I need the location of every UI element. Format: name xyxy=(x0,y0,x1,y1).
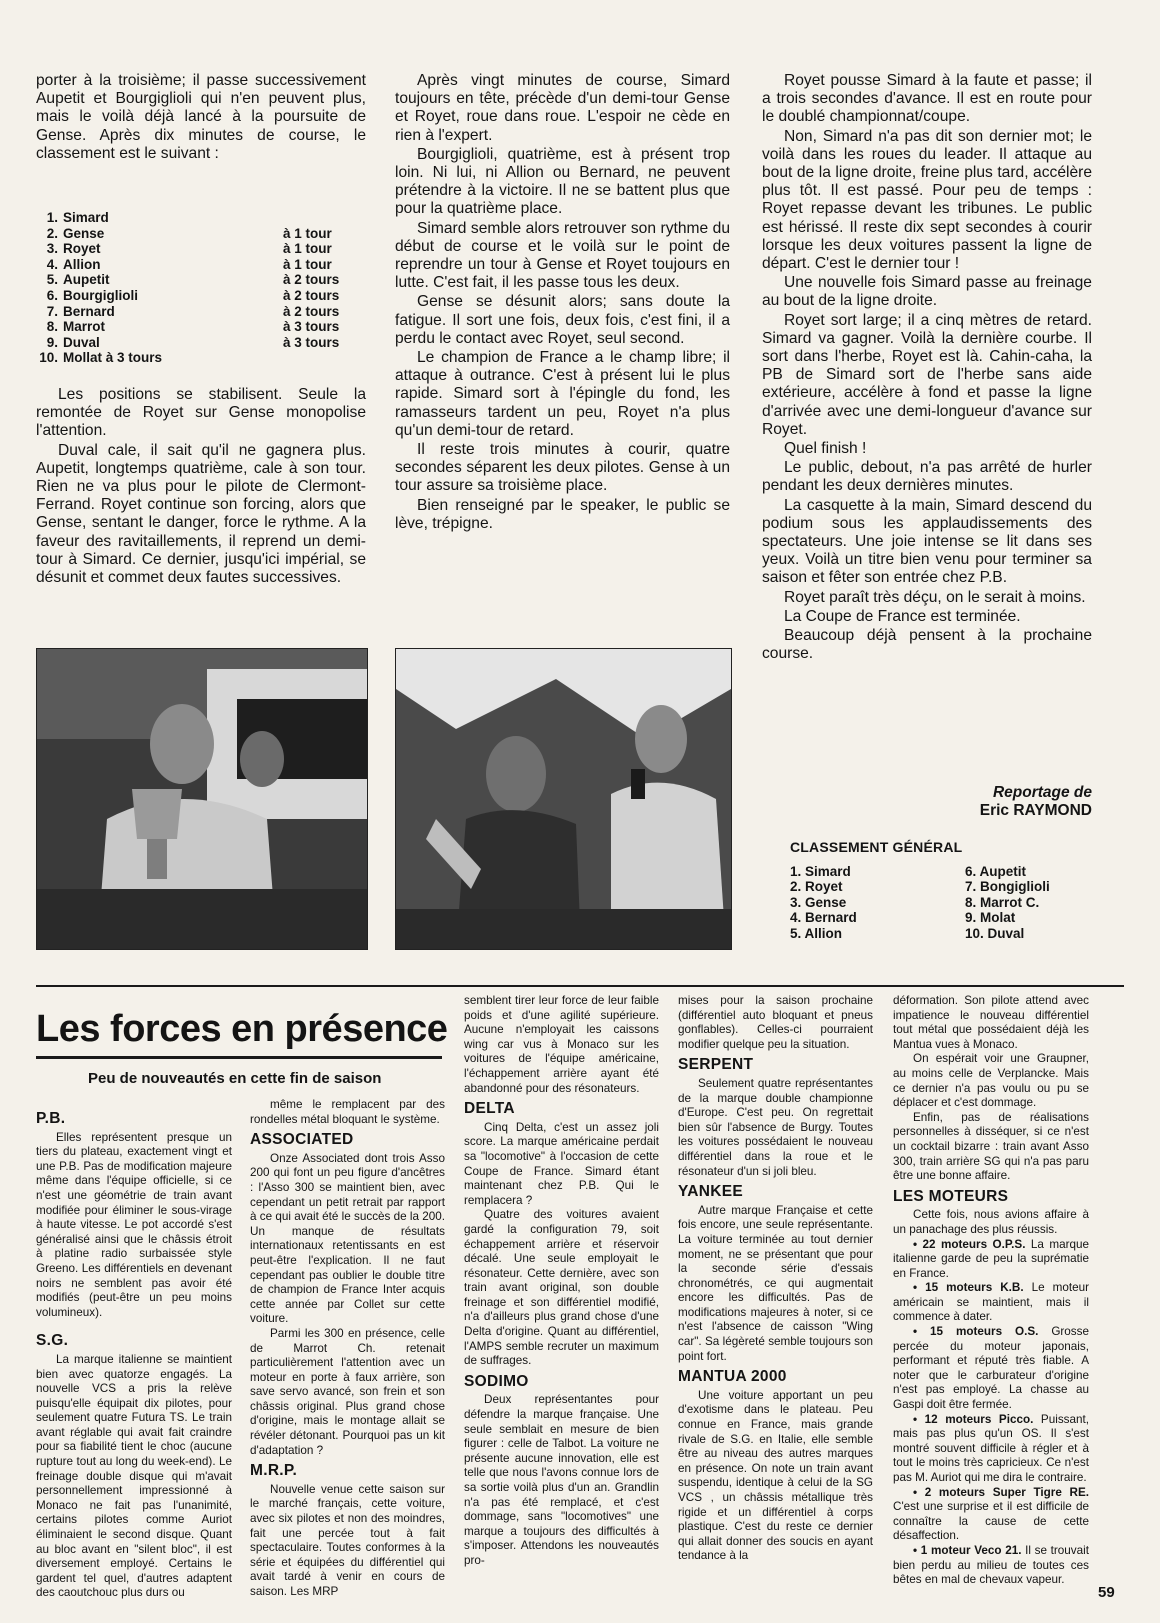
engine-item: • 22 moteurs O.P.S. La marque italienne garde de peu la suprématie en France. xyxy=(893,1237,1089,1280)
forces-column-4 xyxy=(678,994,873,1564)
paragraph: Royet sort large; il a cinq mètres de retard. Simard va gagner. Voilà la dernière courbe. Il sort dans l'herbe, Royet est là. Cahin-caha, la PB de Simard sort de l'herbe sans aide extérieure, accélère à fond et passe la ligne d'arrivée avec une demi-longueur d'avance sur Royet. xyxy=(762,311,1092,438)
paragraph: Une nouvelle fois Simard passe au freinage au bout de la ligne droite. xyxy=(762,274,1092,310)
paragraph: Enfin, pas de réalisations personnelles à disséquer, si ce n'est un cocktail bizarre : train avant Asso 300, train arrière SG qui n'a pas paru être une bonne affaire. xyxy=(893,1110,1089,1183)
standings-row: 8. Marrot à 3 tours xyxy=(46,319,340,335)
brand-heading-delta: DELTA xyxy=(464,1100,515,1118)
paragraph: Quel finish ! xyxy=(784,440,867,458)
ranking-entry: 1. Simard xyxy=(790,863,851,879)
brand-heading-associated: ASSOCIATED xyxy=(250,1131,354,1149)
podium-photo-left xyxy=(36,648,368,950)
paragraph: Duval cale, il sait qu'il ne gagnera plus. Aupetit, longtemps quatrième, cale à son tour. Rien ne va plus pour le pilote de Clermont-Ferrand. Royet continue son forcing, alors que Gense, sentant le danger, force le rythme. A la faveur des ravitaillements, il reprend un demi-tour à Simard. Ce dernier, jusqu'ici impérial, se désunit et commet deux fautes successives. xyxy=(36,441,366,587)
ranking-entry: 4. Bernard xyxy=(790,910,857,926)
engine-item: • 1 moteur Veco 21. Il se trouvait bien perdu au milieu de toutes ces bêtes en mal de chevaux vapeur. xyxy=(893,1543,1089,1587)
paragraph: porter à la troisième; il passe successivement Aupetit et Bourgiglioli qui n'en peuvent plus, mais le voilà déjà lancé à la poursuite de Gense. Après dix minutes de course, le classement est le suivant : xyxy=(36,72,366,162)
paragraph: déformation. Son pilote attend avec impatience le nouveau différentiel tout métal que possédaient déjà les Mantua vues à Monaco. xyxy=(893,994,1089,1051)
classement-general-title: CLASSEMENT GÉNÉRAL xyxy=(790,839,963,855)
paragraph: Beaucoup déjà pensent à la prochaine course. xyxy=(762,627,1092,663)
ranking-entry: 8. Marrot C. xyxy=(965,894,1040,910)
standings-row: 6. Bourgiglioli à 2 tours xyxy=(46,287,340,303)
paragraph: On espérait voir une Graupner, au moins celle de Verplancke. Mais ce dernier n'a pas voulu ou pu se déplacer et c'est dommage. xyxy=(893,1052,1089,1110)
engine-item: • 2 moteurs Super Tigre RE. C'est une surprise et il est difficile de connaître la cause de cette désaffection. xyxy=(893,1485,1089,1543)
standings-row: 5. Aupetit à 2 tours xyxy=(46,272,340,288)
section-divider xyxy=(36,985,1124,987)
forces-column-2 xyxy=(250,1098,445,1600)
brand-heading-pb: P.B. xyxy=(36,1110,66,1127)
paragraph: Une voiture apportant un peu d'exotisme dans le plateau. Peu connue en France, mais grande rivale de S.G. en Italie, elle semble être au niveau des autres marques en présence. On note un train avant suspendu, identique à celui de la SG VCS , un châssis métallique très rigide et un différentiel à corps plastique. C'est du reste ce dernier qui allait donner des soucis en ayant tendance à la xyxy=(678,1388,873,1563)
forces-column-5 xyxy=(893,994,1089,1588)
podium-photo-left-image xyxy=(37,649,367,949)
page-number: 59 xyxy=(1098,1584,1115,1601)
article-column-2 xyxy=(395,72,730,534)
standings-row: 1. Simard xyxy=(46,210,109,225)
paragraph: Il reste trois minutes à courir, quatre secondes séparent les deux pilotes. Gense à un tour assure sa troisième place. xyxy=(395,441,730,495)
engine-item: • 15 moteurs O.S. Grosse percée du moteur japonais, performant et réputé très fiable. A noter que le carburateur d'origine n'est pas employé. La chasse au Gaspi doit être fermée. xyxy=(893,1325,1089,1412)
brand-heading-mrp: M.R.P. xyxy=(250,1462,298,1480)
byline-label: Reportage de xyxy=(992,784,1092,801)
standings-row: 3. Royet à 1 tour xyxy=(46,241,332,257)
paragraph: Le champion de France a le champ libre; il attaque à outrance. C'est à présent lui le plus rapide. Simard sort à l'épingle du fond, les ramasseurs tardent un peu, Royet n'a plus qu'un demi-tour de retard. xyxy=(395,349,730,439)
article-column-1 xyxy=(36,72,366,164)
forces-column-1 xyxy=(36,1106,232,1601)
paragraph: Nouvelle venue cette saison sur le marché français, cette voiture, avec six pilotes et non des moindres, fait une percée tout à fait spectaculaire. Toutes conformes à la série et équipées du différentiel qui avait tardé à venir en cours de saison. Les MRP xyxy=(250,1482,445,1598)
paragraph: Les positions se stabilisent. Seule la remontée de Royet sur Gense monopolise l'attention. xyxy=(36,386,366,440)
ranking-entry: 2. Royet xyxy=(790,879,843,895)
standings-row: 4. Allion à 1 tour xyxy=(46,256,332,272)
paragraph: Deux représentantes pour défendre la marque française. Une seule semblait en mesure de bien figurer : celle de Talbot. La voiture ne présente aucune innovation, elle est telle que nous l'avons connue lors de sa sortie voilà plus d'un an. Grandlin n'a pas été remplacé, et c'est dommage, sans "locomotives" une marque a toujours des difficultés à s'imposer. Attendons les nouveautés pro- xyxy=(464,1393,659,1567)
ranking-entry: 9. Molat xyxy=(965,910,1016,926)
paragraph: Cinq Delta, c'est un assez joli score. La marque américaine perdait sa "locomotive" à l'occasion de cette Coupe de France. Simard étant maintenant chez P.B. Qui le remplacera ? xyxy=(464,1120,659,1207)
standings-row: 2. Gense à 1 tour xyxy=(46,225,332,241)
ranking-entry: 3. Gense xyxy=(790,894,847,910)
paragraph: Gense se désunit alors; sans doute la fatigue. Il sort une fois, deux fois, c'est fini, il a perdu le contact avec Royet, seul second. xyxy=(395,293,730,347)
byline xyxy=(850,784,1092,820)
classement-general-grid xyxy=(790,864,1125,942)
paragraph: semblent tirer leur force de leur faible poids et d'une agilité supérieure. Aucune n'employait les caissons wing car vus à Monaco sur les voitures de l'équipe américaine, l'échappement arrière ayant été abandonné pour des résonateurs. xyxy=(464,994,659,1095)
paragraph: Parmi les 300 en présence, celle de Marrot Ch. retenait particulièrement l'attention avec un moteur en porte à faux arrière, son save servo avancé, son frein et son châssis original. Plus grand chose d'origine, mais le montage allait se révéler détonant. Pourquoi pas un kit d'adaptation ? xyxy=(250,1326,445,1457)
paragraph: Royet paraît très déçu, on le serait à moins. xyxy=(784,588,1086,606)
paragraph: La marque italienne se maintient bien avec quatorze engagés. La nouvelle VCS a pris la relève puisqu'elle équipait dix pilotes, pour seulement quatre Futura TS. Le train avant réglable qui avait fait craindre pour sa fiabilité tient le choc (aucune rupture tout au long du week-end). Le freinage double disque qui m'avait personnellement impressionné à Monaco ne fait pas l'unanimité, certains pilotes comme Auriot éliminaient le second disque. Quant au bloc avant en "silent bloc", il est diversement employé. Certains le gardent tel quel, d'autres adaptent des caoutchouc plus durs ou xyxy=(36,1352,232,1600)
paragraph: Le public, debout, n'a pas arrêté de hurler pendant les deux dernières minutes. xyxy=(762,459,1092,495)
paragraph: Simard semble alors retrouver son rythme du début de course et le voilà sur le point de reprendre un tour à Gense et Royet toujours en lutte. C'est fait, il les passe tous les deux. xyxy=(395,219,730,292)
brand-heading-yankee: YANKEE xyxy=(678,1183,743,1201)
paragraph: Bien renseigné par le speaker, le public se lève, trépigne. xyxy=(395,496,730,532)
engine-item: • 15 moteurs K.B. Le moteur américain se maintient, mais il commence à dater. xyxy=(893,1281,1089,1324)
ranking-entry: 10. Duval xyxy=(965,925,1025,941)
paragraph: Quatre des voitures avaient gardé la configuration 79, soit échappement arrière et réservoir décalé. Une seule employait le résonateur. Cette dernière, avec son train avant original, son double freinage et son différentiel modifié, n'a d'ailleurs plus grand chose d'une Delta d'origine. Quant au différentiel, l'AMPS semble recruter un maximum de suffrages. xyxy=(464,1208,659,1368)
standings-10min xyxy=(36,210,366,366)
paragraph: Royet pousse Simard à la faute et passe; il a trois secondes d'avance. Il est en route pour le doublé championnat/coupe. xyxy=(762,72,1092,126)
standings-row: 7. Bernard à 2 tours xyxy=(46,303,340,319)
article-column-1-cont xyxy=(36,386,366,588)
brand-heading-serpent: SERPENT xyxy=(678,1056,754,1074)
paragraph: Elles représentent presque un tiers du plateau, exactement vingt et une P.B. Pas de modification majeure même dans l'équipe officielle, si ce n'est une géométrie de train avant modifiée pour éliminer le sous-virage à haute vitesse. Le pot accordé s'est généralisé ainsi que le châssis étroit à platine radio surbaissée style Greeno. Les différentiels en devenant noirs ne semblent pas avoir été modifiés (peut-être un peu moins volumineux). xyxy=(36,1130,232,1319)
paragraph: Après vingt minutes de course, Simard toujours en tête, précède d'un demi-tour Gense et Royet, roue dans roue. L'espoir ne cède en rien à l'expert. xyxy=(395,72,730,144)
paragraph: Onze Associated dont trois Asso 200 qui font un peu figure d'ancêtres : l'Asso 300 se maintient bien, avec cependant un petit retrait par rapport à ce qui avait été le succès de la 200. Un manque de résultats internationaux retentissants en est peut-être l'explication. Il ne faut cependant pas oublier le double titre de champion de France Inter acquis cette année par Collet sur cette voiture. xyxy=(250,1151,445,1326)
paragraph: La Coupe de France est terminée. xyxy=(784,607,1021,625)
podium-photo-right xyxy=(395,648,732,950)
section-subhead: Peu de nouveautés en cette fin de saison xyxy=(88,1070,382,1087)
ranking-entry: 5. Allion xyxy=(790,925,843,941)
paragraph: Autre marque Française et cette fois encore, une seule représentante. La voiture terminée au tout dernier moment, ne se présentant que pour la seconde série d'essais chronométrés, ce qui augmentait encore les difficultés. Pas de modifications majeures à noter, si ce n'est l'absence de caisson "Wing car". Sa légèreté semble toujours son point fort. xyxy=(678,1203,873,1363)
paragraph: Cette fois, nous avions affaire à un panachage des plus réussis. xyxy=(893,1208,1089,1236)
headline-underline xyxy=(36,1056,442,1059)
standings-row: 10. Mollat à 3 tours xyxy=(39,350,163,366)
paragraph: même le remplacent par des rondelles métal bloquant le système. xyxy=(250,1098,445,1126)
standings-row: 9. Duval à 3 tours xyxy=(46,334,340,350)
article-column-3 xyxy=(762,72,1092,665)
ranking-entry: 7. Bongiglioli xyxy=(965,879,1050,895)
paragraph: Seulement quatre représentantes de la marque double championne d'Europe. C'est peu. On regrettait bien sûr l'absence de Burgy. Toutes les voitures possédaient le nouveau différentiel dans la roue et le résonateur d'un si joli bleu. xyxy=(678,1076,873,1178)
engine-item: • 12 moteurs Picco. Puissant, mais pas plus qu'un OS. Il s'est montré souvent difficile à régler et à tout le moins très capricieux. Ce n'est pas M. Auriot qui me dira le contraire. xyxy=(893,1412,1090,1484)
paragraph: Bourgiglioli, quatrième, est à présent trop loin. Ni lui, ni Allion ou Bernard, ne peuvent prétendre à la victoire. Il ne se battent plus que pour la quatrième place. xyxy=(395,145,730,218)
byline-name: Eric RAYMOND xyxy=(979,802,1092,819)
classement-general xyxy=(790,840,1125,942)
ranking-entry: 6. Aupetit xyxy=(965,863,1027,879)
paragraph: La casquette à la main, Simard descend du podium sous les applaudissements des spectateurs. Une joie intense se lit dans ses yeux. Voilà un titre bien venu pour terminer sa saison et fêter son entrée chez P.B. xyxy=(762,496,1092,587)
brand-heading-mantua: MANTUA 2000 xyxy=(678,1368,787,1386)
paragraph: mises pour la saison prochaine (différentiel auto bloquant et pneus gonflables). Celles-ci pourraient modifier quelque peu la situation. xyxy=(678,994,873,1051)
brand-heading-sg: S.G. xyxy=(36,1332,69,1350)
paragraph: Non, Simard n'a pas dit son dernier mot; le voilà dans les roues du leader. Il attaque au bout de la ligne droite, freine plus tard, accélère plus tôt. Il est passé. Pour peu de temps : Royet repasse devant les tribunes. Le public est hérissé. Il reste dix sept secondes à courir lorsque les deux voitures passent la ligne de départ. C'est le dernier tour ! xyxy=(762,127,1092,273)
forces-column-3 xyxy=(464,994,659,1569)
heading-moteurs: LES MOTEURS xyxy=(893,1187,1009,1205)
section-headline: Les forces en présence xyxy=(36,1008,448,1050)
podium-photo-right-image xyxy=(396,649,731,949)
brand-heading-sodimo: SODIMO xyxy=(464,1372,529,1390)
